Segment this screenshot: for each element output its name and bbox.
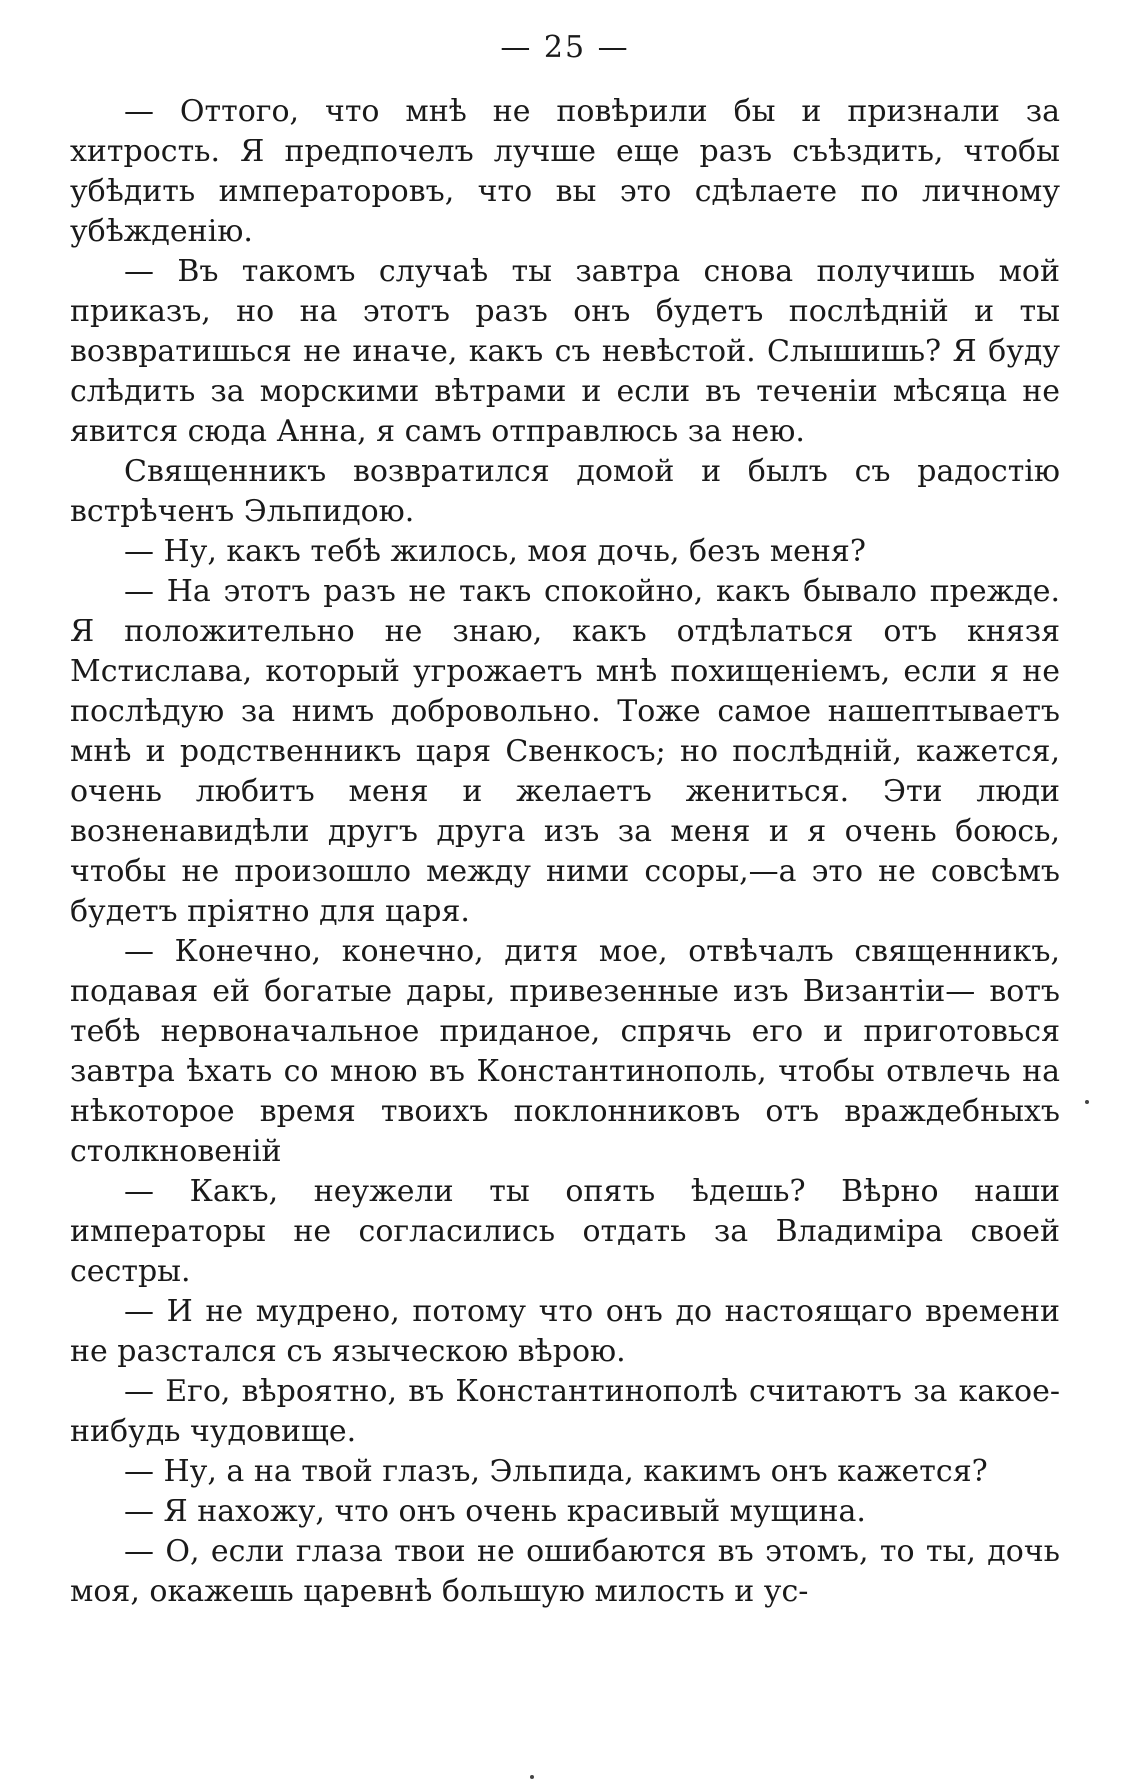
paragraph-6: — Конечно, конечно, дитя мое, отвѣчалъ священникъ, подавая ей богатые дары, привезенные изъ Византіи— вотъ тебѣ нервоначальное приданое, спрячь его и приготовься завтра ѣхать со мною въ Константинополь, чтобы отвлечь на нѣкоторое время твоихъ поклонниковъ отъ враждебныхъ столкновеній (70, 934, 1060, 1169)
paragraph-9: — Его, вѣроятно, въ Константинополѣ считаютъ за какое-нибудь чудовище. (70, 1374, 1060, 1449)
paragraph-1: — Оттого, что мнѣ не повѣрили бы и признали за хитрость. Я предпочелъ лучше еще разъ съѣздить, чтобы убѣдить императоровъ, что вы это сдѣлаете по личному убѣжденію. (70, 94, 1060, 249)
print-speck (530, 1775, 534, 1779)
paragraph-11: — Я нахожу, что онъ очень красивый мущина. (124, 1494, 866, 1529)
paragraph-2: — Въ такомъ случаѣ ты завтра снова получишь мой приказъ, но на этотъ разъ онъ будетъ послѣдній и ты возвратишься не иначе, какъ съ невѣстой. Слышишь? Я буду слѣдить за морскими вѣтрами и если въ теченіи мѣсяца не явится сюда Анна, я самъ отправлюсь за нею. (70, 254, 1060, 449)
page-number: — 25 — (500, 30, 630, 65)
page-body (70, 92, 1060, 1612)
paragraph-4: — Ну, какъ тебѣ жилось, моя дочь, безъ меня? (124, 534, 866, 569)
paragraph-10: — Ну, а на твой глазъ, Эльпида, какимъ онъ кажется? (124, 1454, 988, 1489)
paragraph-7: — Какъ, неужели ты опять ѣдешь? Вѣрно наши императоры не согласились отдать за Владиміра своей сестры. (70, 1174, 1060, 1289)
print-speck (1085, 1100, 1089, 1104)
paragraph-3: Священникъ возвратился домой и былъ съ радостію встрѣченъ Эльпидою. (70, 454, 1060, 529)
paragraph-5: — На этотъ разъ не такъ спокойно, какъ бывало прежде. Я положительно не знаю, какъ отдѣлаться отъ князя Мстислава, который угрожаетъ мнѣ похищеніемъ, если я не послѣдую за нимъ добровольно. Тоже самое нашептываетъ мнѣ и родственникъ царя Свенкосъ; но послѣдній, кажется, очень любитъ меня и желаетъ жениться. Эти люди возненавидѣли другъ друга изъ за меня и я очень боюсь, чтобы не произошло между ними ссоры,—а это не совсѣмъ будетъ пріятно для царя. (70, 574, 1060, 929)
paragraph-12: — О, если глаза твои не ошибаются въ этомъ, то ты, дочь моя, окажешь царевнѣ большую милость и ус- (70, 1534, 1060, 1609)
paragraph-8: — И не мудрено, потому что онъ до настоящаго времени не разстался съ языческою вѣрою. (70, 1294, 1060, 1369)
book-page (70, 28, 1060, 1768)
